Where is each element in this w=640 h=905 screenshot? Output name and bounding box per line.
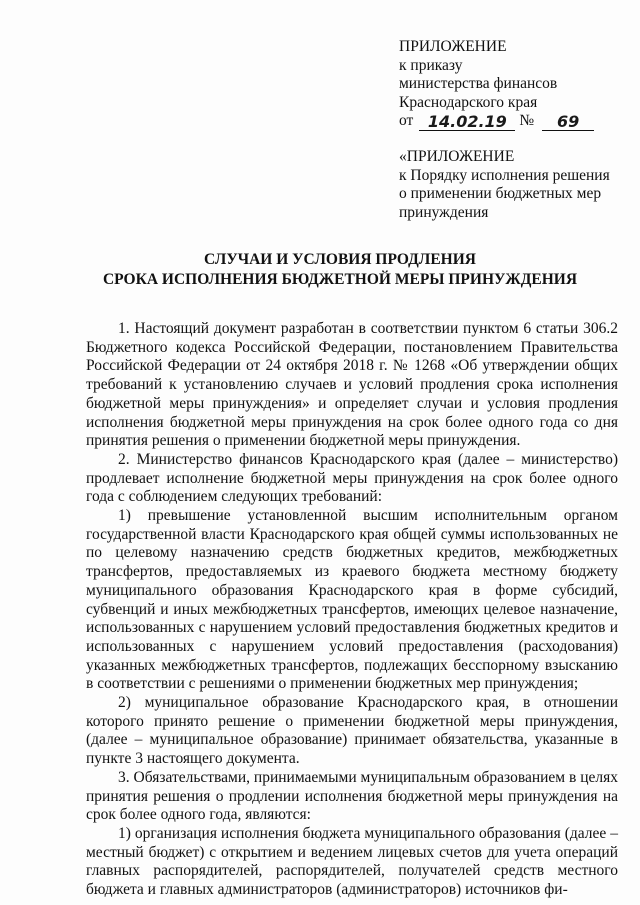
document-title [70, 250, 610, 290]
handwritten-date: 14.02.19 [419, 113, 515, 131]
region-name: Краснодарского края [399, 93, 538, 111]
procedure-line-1: к Порядку исполнения решения [399, 166, 610, 184]
paragraph: 2. Министерство финансов Краснодарского края (далее – министерство) продлевает исполнение бюджетной меры принуждения на срок более одного года с соблюдением следующих требований: [86, 450, 618, 506]
procedure-appendix-label: «ПРИЛОЖЕНИЕ [399, 148, 515, 165]
appendix-label: ПРИЛОЖЕНИЕ [399, 38, 507, 55]
paragraph: 1. Настоящий документ разработан в соответствии пунктом 6 статьи 306.2 Бюджетного кодекса Российской Федерации, постановлением Правительства Российской Федерации от 24 октября 2018 г. № 1268 «Об утверждении общих требований к установлению случаев и условий продления срока исполнения бюджетной меры принуждения» и определяет случаи и условия продления исполнения бюджетной меры принуждения на срок более одного года со дня принятия решения о применении бюджетной меры принуждения. [86, 320, 618, 450]
handwritten-number: 69 [542, 113, 594, 131]
paragraph: 2) муниципальное образование Краснодарского края, в отношении которого принято решение о применении бюджетной меры принуждения, (далее – муниципальное образование) принимает обязательства, указанные в пункте 3 настоящего документа. [86, 694, 618, 768]
paragraph: 1) организация исполнения бюджета муниципального образования (далее – местный бюджет) с открытием и ведением лицевых счетов для учета операций главных распорядителей, распорядителей, получателей средств местного бюджета и главных администраторов (администраторов) источников фи- [86, 824, 618, 899]
title-line-1: СЛУЧАИ И УСЛОВИЯ ПРОДЛЕНИЯ [204, 251, 476, 268]
procedure-line-2: о применении бюджетных мер [399, 185, 602, 202]
date-number-line [399, 112, 619, 131]
document-body [86, 320, 618, 900]
appendix-header [399, 38, 619, 131]
ministry-name: министерства финансов [399, 75, 558, 92]
from-label: от [399, 112, 414, 129]
order-ref: к приказу [399, 56, 463, 74]
procedure-appendix-header [399, 148, 624, 222]
procedure-line-3: принуждения [399, 203, 489, 221]
title-line-2: СРОКА ИСПОЛНЕНИЯ БЮДЖЕТНОЙ МЕРЫ ПРИНУЖДЕНИЯ [102, 271, 578, 288]
number-label: № [519, 112, 535, 129]
paragraph: 1) превышение установленной высшим исполнительным органом государственной власти Краснодарского края общей суммы использованных не по целевому назначению средств бюджетных кредитов, межбюджетных трансфертов, предоставляемых из краевого бюджета местному бюджету муниципального образования Краснодарского края в форме субсидий, субвенций и иных межбюджетных трансфертов, имеющих целевое назначение, использованных с нарушением условий предоставления бюджетных кредитов и использованных с нарушением условий предоставления (расходования) указанных межбюджетных трансфертов, подлежащих бесспорному взысканию в соответствии с решениями о применении бюджетных мер принуждения; [86, 507, 618, 693]
paragraph: 3. Обязательствами, принимаемыми муниципальным образованием в целях принятия решения о продлении исполнения бюджетной меры принуждения на срок более одного года, являются: [86, 768, 618, 824]
